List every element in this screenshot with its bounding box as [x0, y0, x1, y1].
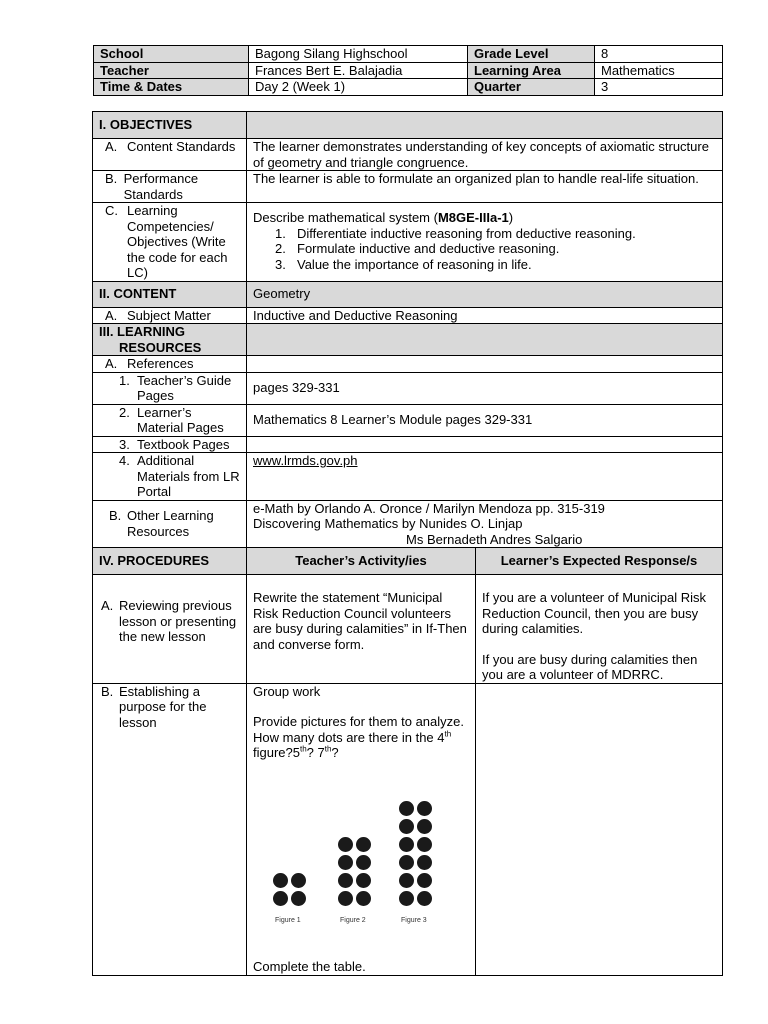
figure-3-dot	[399, 801, 414, 816]
teacher-activity-header: Teacher’s Activity/ies	[247, 548, 476, 575]
question-sup-b: th	[299, 744, 307, 754]
other-resources-label-text: Other Learning Resources	[127, 508, 214, 539]
other-resource-line2: Discovering Mathematics by Nunides O. Linjap	[253, 516, 523, 531]
purpose-marker: B.	[101, 683, 114, 699]
learning-area-label: Learning Area	[468, 62, 595, 79]
subject-matter-label	[93, 307, 247, 324]
school-value: Bagong Silang Highschool	[249, 46, 468, 63]
question-part-b: figure?5	[253, 745, 300, 760]
figure-3-dot	[417, 837, 432, 852]
purpose-learner-response	[476, 683, 723, 975]
question-sup-a: th	[444, 729, 452, 739]
procedures-heading: IV. PROCEDURES	[93, 548, 247, 575]
resources-heading-line2: RESOURCES	[119, 339, 202, 355]
content-heading: II. CONTENT	[93, 281, 247, 307]
figure-3-dot	[417, 855, 432, 870]
figure-2-dot	[356, 855, 371, 870]
question-sup-c: th	[324, 744, 332, 754]
other-resources-marker: B.	[109, 508, 122, 524]
learners-material-value: Mathematics 8 Learner’s Module pages 329-331	[247, 404, 723, 436]
content-standards-label	[93, 139, 247, 171]
competency-code: M8GE-IIIa-1	[437, 210, 509, 225]
competency-item-3	[253, 257, 716, 273]
quarter-label: Quarter	[468, 79, 595, 96]
competency-text-3: Value the importance of reasoning in life.	[297, 256, 532, 272]
textbook-pages-num: 3.	[119, 436, 130, 452]
reviewing-label	[93, 575, 247, 684]
question-part-d: ?	[331, 745, 339, 760]
figure-2-dot	[338, 855, 353, 870]
figure-2-caption: Figure 2	[340, 916, 366, 924]
school-label: School	[94, 46, 249, 63]
purpose-teacher-activity	[247, 683, 476, 975]
lrmds-link[interactable]: www.lrmds.gov.ph	[253, 453, 358, 468]
reviewing-learner-response	[476, 575, 723, 684]
content-standards-marker: A.	[105, 139, 118, 154]
figure-3-dot	[399, 891, 414, 906]
if-then-term: If-Then	[425, 621, 467, 636]
figure-1-dot	[291, 891, 306, 906]
performance-standards-label	[93, 171, 247, 203]
group-work-text: Group work	[253, 683, 321, 699]
performance-standards-text: The learner is able to formulate an organized plan to handle real-life situation.	[247, 171, 723, 203]
instruction-text: Provide pictures for them to analyze.	[253, 714, 464, 729]
teachers-guide-value: pages 329-331	[247, 372, 723, 404]
figure-2-dot	[338, 873, 353, 888]
additional-materials-num: 4.	[119, 453, 130, 468]
grade-level-value: 8	[595, 46, 723, 63]
textbook-pages-value	[247, 436, 723, 453]
competency-text-1: Differentiate inductive reasoning from deductive reasoning.	[297, 225, 636, 241]
dot-pattern-figures	[253, 773, 469, 923]
teachers-guide-label	[93, 372, 247, 404]
other-resource-line3: Ms Bernadeth Andres Salgario	[406, 531, 583, 547]
learning-area-value: Mathematics	[595, 62, 723, 79]
figure-2-dot	[338, 837, 353, 852]
objectives-heading-blank	[247, 112, 723, 139]
reviewing-label-text: Reviewing previous lesson or presenting the new lesson	[119, 598, 237, 644]
quarter-value: 3	[595, 79, 723, 96]
textbook-pages-label	[93, 436, 247, 453]
resources-heading-line1: III. LEARNING	[99, 324, 185, 339]
competencies-content	[247, 203, 723, 282]
figure-1-dot	[273, 873, 288, 888]
header-table	[93, 45, 723, 96]
learner-response-header: Learner’s Expected Response/s	[476, 548, 723, 575]
additional-materials-label-text: Additional Materials from LR Portal	[137, 453, 240, 499]
references-label	[93, 356, 247, 373]
figure-3-dot	[417, 873, 432, 888]
references-label-text: References	[127, 356, 194, 371]
question-part-c: ? 7	[306, 745, 325, 760]
purpose-label	[93, 683, 247, 975]
competency-num-2: 2.	[275, 241, 286, 256]
lesson-plan-table	[92, 111, 723, 976]
performance-standards-label-text: Performance Standards	[123, 171, 199, 202]
other-resource-line1: e-Math by Orlando A. Oronce / Marilyn Mendoza pp. 315-319	[253, 500, 605, 516]
competency-item-1	[253, 226, 716, 242]
subject-matter-marker: A.	[105, 307, 118, 323]
figure-1-dot	[273, 891, 288, 906]
figure-3-dot	[417, 801, 432, 816]
teachers-guide-label-text: Teacher’s Guide Pages	[137, 372, 232, 403]
figure-3-dot	[399, 837, 414, 852]
figure-3-dot	[417, 891, 432, 906]
competency-num-3: 3.	[275, 256, 286, 272]
dots-question	[253, 730, 469, 761]
additional-materials-label	[93, 453, 247, 501]
subject-matter-label-text: Subject Matter	[127, 307, 211, 323]
subject-matter-value: Inductive and Deductive Reasoning	[247, 307, 723, 324]
objectives-heading: I. OBJECTIVES	[93, 112, 247, 139]
learner-response-p2: If you are busy during calamities then you are a volunteer of MDRRC.	[482, 651, 698, 682]
competencies-intro-end: )	[508, 210, 514, 225]
competencies-label	[93, 203, 247, 282]
figure-1-dot	[291, 873, 306, 888]
content-value: Geometry	[247, 281, 723, 307]
resources-heading-blank	[247, 324, 723, 356]
figure-3-dot	[417, 819, 432, 834]
other-resources-value	[247, 500, 723, 548]
figure-2-dot	[356, 873, 371, 888]
figure-2-dot	[356, 837, 371, 852]
figure-1-caption: Figure 1	[275, 916, 301, 924]
competency-text-2: Formulate inductive and deductive reasoning.	[297, 241, 560, 256]
reviewing-teacher-text-1: Rewrite the statement “Municipal Risk Reduction Council volunteers are busy during calamities” in	[253, 590, 451, 636]
competencies-intro	[253, 210, 716, 226]
textbook-pages-label-text: Textbook Pages	[137, 436, 230, 452]
performance-standards-marker: B.	[105, 171, 118, 186]
other-resources-label	[93, 500, 247, 548]
time-dates-value: Day 2 (Week 1)	[249, 79, 468, 96]
content-standards-text: The learner demonstrates understanding of key concepts of axiomatic structure of geometry and triangle congruence.	[247, 139, 723, 171]
learners-material-num: 2.	[119, 404, 130, 420]
references-marker: A.	[105, 356, 118, 371]
figure-2-dot	[356, 891, 371, 906]
learners-material-label	[93, 404, 247, 436]
grade-level-label: Grade Level	[468, 46, 595, 63]
reviewing-marker: A.	[101, 598, 114, 613]
figure-3-dot	[399, 819, 414, 834]
references-blank	[247, 356, 723, 373]
competency-num-1: 1.	[275, 225, 286, 241]
teachers-guide-num: 1.	[119, 372, 130, 388]
reviewing-teacher-activity	[247, 575, 476, 684]
figure-3-caption: Figure 3	[401, 916, 427, 924]
complete-table-text: Complete the table.	[253, 959, 366, 974]
question-part-a: How many dots are there in the 4	[253, 729, 445, 745]
learner-response-p1: If you are a volunteer of Municipal Risk Reduction Council, then you are busy during calamities.	[482, 590, 706, 636]
teacher-value: Frances Bert E. Balajadia	[249, 62, 468, 79]
reviewing-teacher-text-2: and converse form.	[253, 636, 365, 652]
teacher-label: Teacher	[94, 62, 249, 79]
content-standards-label-text: Content Standards	[127, 139, 236, 154]
learners-material-label-text: Learner’s Material Pages	[137, 404, 224, 435]
figure-3-dot	[399, 855, 414, 870]
competencies-marker: C.	[105, 203, 118, 218]
additional-materials-cell	[247, 453, 723, 501]
competencies-intro-text: Describe mathematical system (	[253, 210, 438, 225]
time-dates-label: Time & Dates	[94, 79, 249, 96]
purpose-label-text: Establishing a purpose for the lesson	[119, 683, 207, 730]
competencies-label-text: Learning Competencies/ Objectives (Write the code for each LC)	[127, 203, 228, 280]
competency-item-2	[253, 241, 716, 257]
resources-heading	[93, 324, 247, 356]
figure-2-dot	[338, 891, 353, 906]
figure-3-dot	[399, 873, 414, 888]
